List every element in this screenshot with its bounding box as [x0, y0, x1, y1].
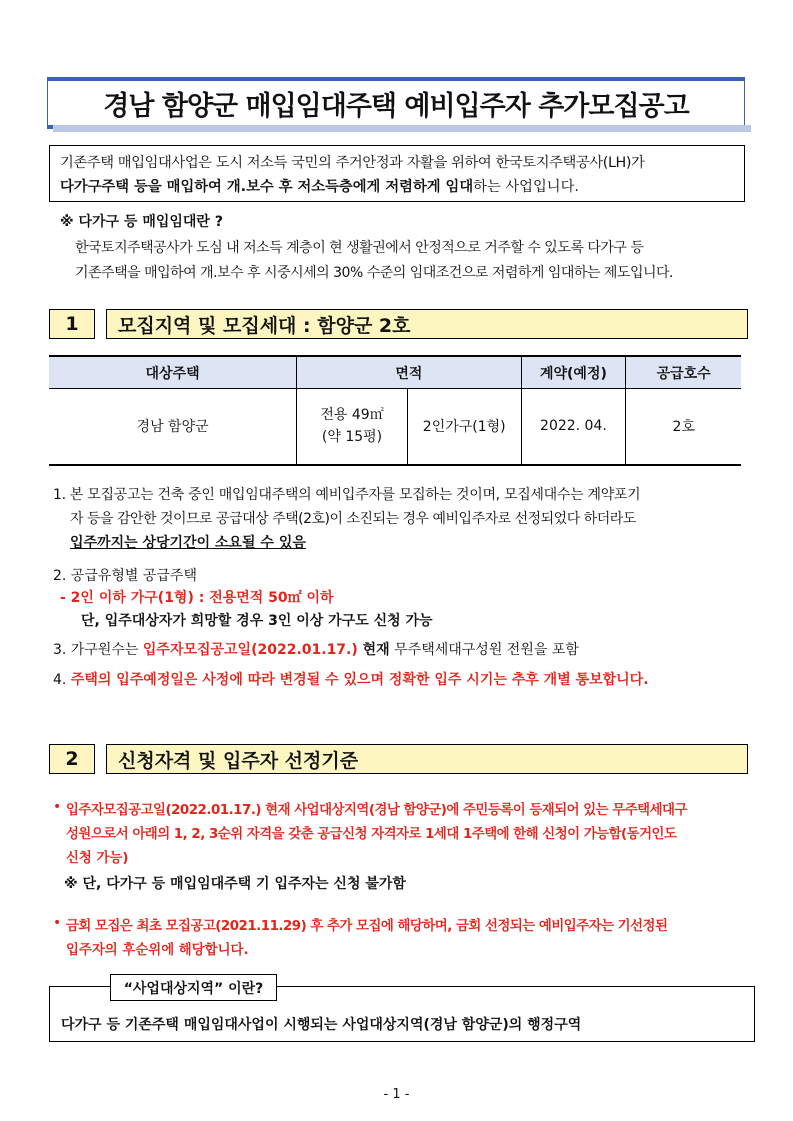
bullet-1-line-2: 성원으로서 아래의 1, 2, 3순위 자격을 갖춘 공급신청 자격자로 1세대 1주택에 한해 신청이 가능함(동거인도 [66, 827, 677, 842]
note-line-1: 한국토지주택공사가 도심 내 저소득 계층이 현 생활권에서 안정적으로 거주할 수 있도록 다가구 등 [75, 240, 644, 256]
bullet-1-line-3: 신청 가능) [66, 851, 129, 866]
item-4 [53, 669, 649, 689]
supply-table [49, 355, 741, 466]
cell-household: 2인가구(1형) [407, 389, 521, 465]
section-1-number: 1 [49, 309, 95, 339]
cell-area-line-1: 전용 49㎡ [320, 407, 384, 424]
item-2-line-1: 2. 공급유형별 공급주택 [53, 568, 197, 584]
header-area: 면적 [297, 356, 521, 389]
section-2-note: ※ 단, 다가구 등 매입임대주택 기 입주자는 신청 불가함 [64, 876, 406, 892]
page-title: 경남 함양군 매입임대주택 예비입주자 추가모집공고 [103, 90, 689, 122]
cell-area [297, 389, 408, 465]
item-1-line-1: 1. 본 모집공고는 건축 중인 매입임대주택의 예비입주자를 모집하는 것이며, 모집세대수는 계약포기 [53, 487, 641, 503]
item-2-line-3: 단, 입주대상자가 희망할 경우 3인 이상 가구도 신청 가능 [81, 613, 433, 629]
header-contract: 계약(예정) [521, 356, 626, 389]
cell-area-line-2: (약 15평) [321, 429, 383, 446]
intro-line-2 [60, 175, 736, 199]
title-banner [47, 77, 745, 129]
item-3-prefix: 3. 가구원수는 [53, 642, 143, 658]
header-units: 공급호수 [626, 356, 741, 389]
intro-line-2-rest: 하는 사업입니다. [473, 179, 579, 195]
note-line-2: 기존주택을 매입하여 개.보수 후 시중시세의 30% 수준의 임대조건으로 저렴하게 임대하는 제도입니다. [75, 265, 673, 281]
bullet-1-dot: • [53, 799, 62, 815]
item-4-text: 주택의 입주예정일은 사정에 따라 변경될 수 있으며 정확한 입주 시기는 추후 개별 통보합니다. [70, 672, 649, 688]
note-heading: ※ 다가구 등 매입임대란 ? [60, 214, 223, 230]
item-1-line-3: 입주까지는 상당기간이 소요될 수 있음 [70, 535, 306, 551]
item-1-line-2: 자 등을 감안한 것이므로 공급대상 주택(2호)이 소진되는 경우 예비입주자로 선정되었다 하더라도 [70, 511, 636, 527]
item-3-now: 현재 [357, 642, 390, 658]
item-3 [53, 639, 579, 659]
intro-line-1: 기존주택 매입임대사업은 도시 저소득 국민의 주거안정과 자활을 위하여 한국토지주택공사(LH)가 [60, 155, 645, 171]
item-4-prefix: 4. [53, 672, 71, 688]
intro-box [49, 145, 745, 202]
section-1-title: 모집지역 및 모집세대 : 함양군 2호 [106, 309, 748, 339]
item-2-line-2: - 2인 이하 가구(1형) : 전용면적 50㎡ 이하 [60, 590, 334, 606]
title-shadow [53, 125, 751, 132]
section-2-title: 신청자격 및 입주자 선정기준 [106, 744, 748, 774]
bullet-2-line-2: 입주자의 후순위에 해당합니다. [66, 943, 249, 958]
table-row [49, 389, 741, 465]
bullet-2-dot: • [53, 915, 62, 931]
cell-units: 2호 [626, 389, 741, 465]
bullet-2-line-1: 금회 모집은 최초 모집공고(2021.11.29) 후 추가 모집에 해당하며, 금회 선정되는 예비입주자는 기선정된 [66, 919, 668, 934]
intro-line-2-bold: 다가구주택 등을 매입하여 개.보수 후 저소득층에게 저렴하게 임대 [60, 179, 474, 195]
cell-target: 경남 함양군 [49, 389, 297, 465]
definition-tag: “사업대상지역” 이란? [110, 974, 277, 1001]
definition-text: 다가구 등 기존주택 매입임대사업이 시행되는 사업대상지역(경남 함양군)의 행정구역 [61, 1017, 582, 1033]
section-2-number: 2 [49, 744, 95, 774]
bullet-1-line-1: 입주자모집공고일(2022.01.17.) 현재 사업대상지역(경남 함양군)에 주민등록이 등재되어 있는 무주택세대구 [66, 803, 687, 818]
item-3-date: 입주자모집공고일(2022.01.17.) [142, 642, 358, 658]
cell-contract: 2022. 04. [521, 389, 626, 465]
table-header-row [49, 356, 741, 389]
page-number: - 1 - [383, 1087, 410, 1102]
header-target: 대상주택 [49, 356, 297, 389]
item-3-rest: 무주택세대구성원 전원을 포함 [389, 642, 579, 658]
